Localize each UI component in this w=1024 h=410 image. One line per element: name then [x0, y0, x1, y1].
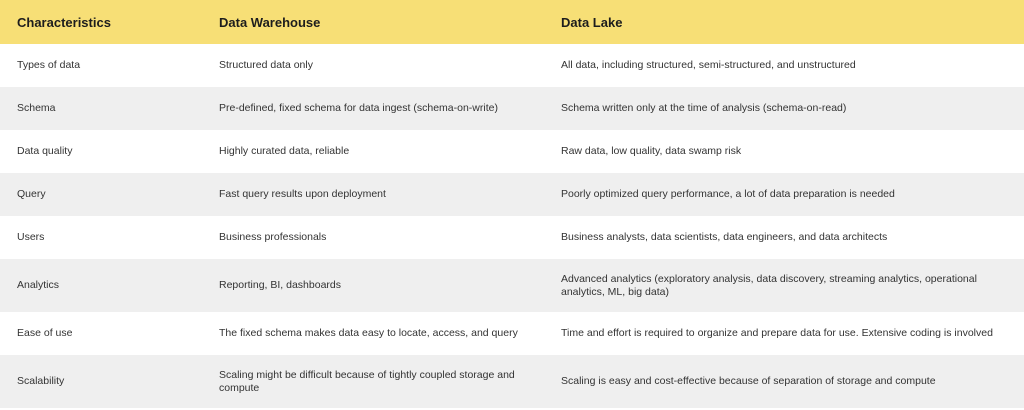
- warehouse-cell: Scaling might be difficult because of tightly coupled storage and compute: [219, 369, 515, 394]
- lake-cell: Advanced analytics (exploratory analysis, data discovery, streaming analytics, operational analytics, ML, big data): [561, 273, 977, 298]
- header-characteristics: Characteristics: [17, 14, 111, 30]
- warehouse-cell: Highly curated data, reliable: [219, 145, 350, 158]
- header-data-lake: Data Lake: [561, 14, 623, 30]
- header-data-warehouse: Data Warehouse: [219, 14, 321, 30]
- row-label: Query: [17, 188, 46, 201]
- warehouse-cell: Reporting, BI, dashboards: [219, 279, 341, 292]
- lake-cell: All data, including structured, semi-structured, and unstructured: [561, 59, 856, 72]
- warehouse-cell: Structured data only: [219, 59, 313, 72]
- row-label: Users: [17, 231, 45, 244]
- warehouse-cell: Fast query results upon deployment: [219, 188, 386, 201]
- table-row: [0, 312, 1024, 355]
- row-label: Analytics: [17, 279, 60, 292]
- warehouse-cell: Pre-defined, fixed schema for data ingest (schema-on-write): [219, 102, 498, 115]
- lake-cell: Business analysts, data scientists, data engineers, and data architects: [561, 231, 888, 244]
- table-header: [0, 0, 1024, 44]
- table-row: [0, 44, 1024, 87]
- row-label: Scalability: [17, 375, 65, 388]
- lake-cell: Time and effort is required to organize and prepare data for use. Extensive coding is involved: [561, 327, 993, 340]
- lake-cell: Schema written only at the time of analysis (schema-on-read): [561, 102, 847, 115]
- table-row: [0, 259, 1024, 312]
- lake-cell: Poorly optimized query performance, a lot of data preparation is needed: [561, 188, 895, 201]
- lake-cell: Raw data, low quality, data swamp risk: [561, 145, 742, 158]
- warehouse-cell: Business professionals: [219, 231, 327, 244]
- table-row: [0, 87, 1024, 130]
- warehouse-cell: The fixed schema makes data easy to locate, access, and query: [219, 327, 518, 340]
- table-row: [0, 173, 1024, 216]
- row-label: Ease of use: [17, 327, 73, 340]
- row-label: Types of data: [17, 59, 81, 72]
- table-row: [0, 130, 1024, 173]
- row-label: Schema: [17, 102, 56, 115]
- row-label: Data quality: [17, 145, 73, 158]
- table-body: [0, 44, 1024, 408]
- lake-cell: Scaling is easy and cost-effective because of separation of storage and compute: [561, 375, 936, 388]
- table-row: [0, 216, 1024, 259]
- header-row: [0, 0, 1024, 44]
- table-row: [0, 355, 1024, 408]
